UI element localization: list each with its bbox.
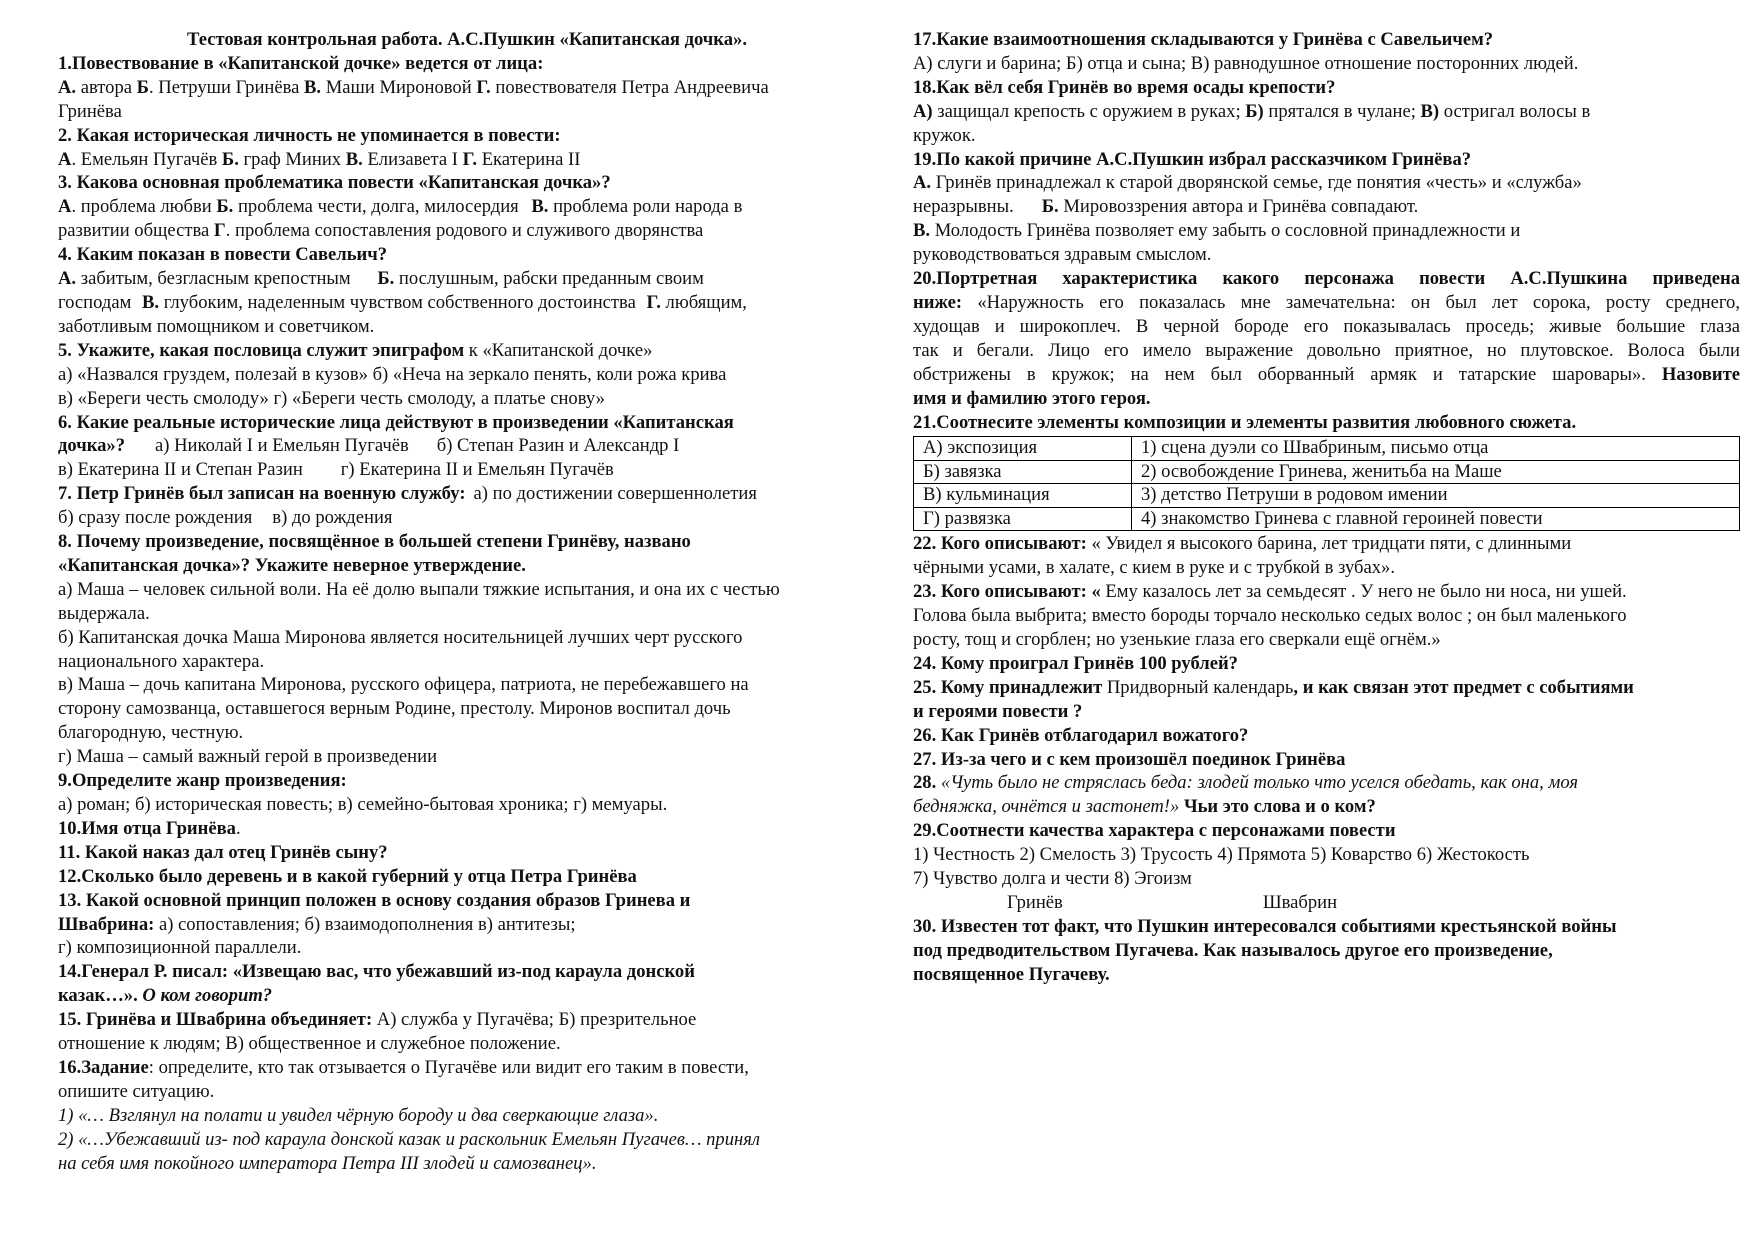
answers-17: А) слуги и барина; Б) отца и сына; В) равнодушное отношение посторонних людей. [913,52,1579,74]
answer-19b: неразрывны. Б. Мировоззрения автора и Гринёва совпадают. [913,196,1419,218]
answer-8d: г) Маша – самый важный герой в произведении [58,746,438,768]
question-8-cont: «Капитанская дочка»? Укажите неверное утверждение. [58,554,526,576]
question-13: 13. Какой основной принцип положен в основу создания образов Гринева и [58,889,691,911]
answer-8b-cont: национального характера. [58,650,265,672]
answer-19c-cont: руководствоваться здравым смыслом. [913,244,1212,266]
answers-5-cd: в) «Береги честь смолоду» г) «Береги честь смолоду, а платье снову» [58,387,605,409]
qualities-list-2: 7) Чувство долга и чести 8) Эгоизм [913,868,1192,890]
answer-8a-cont: выдержала. [58,602,150,624]
question-30-cont2: посвященное Пугачеву. [913,963,1110,985]
question-22: 22. Кого описывают: « Увидел я высокого барина, лет тридцати пяти, с длинными [913,533,1572,555]
table-row [914,484,1740,508]
question-7: 7. Петр Гринёв был записан на военную службу: а) по достижении совершеннолетия [58,483,757,505]
answers-3: А. проблема любви Б. проблема чести, долга, милосердия В. проблема роли народа в [58,196,743,218]
table-cell: 2) освобождение Гринева, женитьба на Маше [1132,460,1740,484]
quote-16-1: 1) «… Взглянул на полати и увидел чёрную бороду и два сверкающие глаза». [58,1104,659,1126]
header-grinev: Гринёв [1007,892,1063,913]
table-cell: 3) детство Петруши в родовом имении [1132,484,1740,508]
answers-18: А) защищал крепость с оружием в руках; Б) прятался в чулане; В) остригал волосы в [913,100,1591,122]
question-18: 18.Как вёл себя Гринёв во время осады крепости? [913,76,1336,98]
answer-19c: В. Молодость Гринёва позволяет ему забыть о сословной принадлежности и [913,220,1521,242]
question-26: 26. Как Гринёв отблагодарил вожатого? [913,724,1249,746]
question-4: 4. Каким показан в повести Савельич? [58,244,388,266]
answers-13-cont: г) композиционной параллели. [58,937,302,959]
answers-6-cd: в) Екатерина II и Степан Разин г) Екатерина II и Емельян Пугачёв [58,459,614,481]
answers-7: б) сразу после рождения в) до рождения [58,507,393,529]
table-cell: В) кульминация [914,484,1132,508]
question-14: 14.Генерал Р. писал: «Извещаю вас, что убежавший из-под караула донской [58,961,695,983]
question-16-cont: опишите ситуацию. [58,1080,215,1102]
quote-16-2: 2) «…Убежавший из- под караула донской казак и раскольник Емельян Пугачев… принял [58,1128,760,1150]
question-10: 10.Имя отца Гринёва. [58,817,241,839]
header-shvabrin: Швабрин [1262,892,1338,913]
answers-13: Швабрина: а) сопоставления; б) взаимодополнения в) антитезы; [58,913,576,935]
qualities-list-1: 1) Честность 2) Смелость 3) Трусость 4) Прямота 5) Коварство 6) Жестокость [913,844,1530,866]
character-headers [913,891,1740,915]
question-25-cont: и героями повести ? [913,700,1083,722]
answer-19a: А. Гринёв принадлежал к старой дворянской семье, где понятия «честь» и «служба» [913,172,1582,194]
answers-1: А. автора Б. Петруши Гринёва В. Маши Мироновой Г. повествователя Петра Андреевича [58,76,769,98]
answers-9: а) роман; б) историческая повесть; в) семейно-бытовая хроника; г) мемуары. [58,794,668,815]
question-9: 9.Определите жанр произведения: [58,770,347,792]
question-23-cont2: росту, тощ и сгорблен; но узенькие глаза его сверкали ещё огнём.» [913,629,1441,651]
quote-20-6: имя и фамилию этого героя. [913,387,1151,409]
quote-20-3: худощав и широкоплеч. В черной бороде его показывалась проседь; живые большие глаза [913,315,1740,337]
table-row [914,460,1740,484]
right-column [913,28,1740,987]
answers-2: А. Емельян Пугачёв Б. граф Миних В. Елизавета I Г. Екатерина II [58,148,581,170]
table-cell: 1) сцена дуэли со Швабриным, письмо отца [1132,437,1740,461]
question-28: 28. «Чуть было не стряслась беда: злодей только что уселся обедать, как она, моя [913,772,1579,794]
answer-8c-cont: сторону самозванца, оставшегося верным Родине, престолу. Миронов воспитал дочь [58,698,731,720]
quote-20-4: так и бегали. Лицо его имело выражение довольно приятное, но плутовское. Волоса были [913,339,1740,361]
question-23: 23. Кого описывают: « Ему казалось лет за семьдесят . У него не было ни носа, ни ушей. [913,581,1627,603]
question-16: 16.Задание: определите, кто так отзывается о Пугачёве или видит его таким в повести, [58,1056,749,1078]
answers-1-cont: Гринёва [58,100,122,122]
question-19: 19.По какой причине А.С.Пушкин избрал рассказчиком Гринёва? [913,148,1472,170]
question-29: 29.Соотнести качества характера с персонажами повести [913,820,1396,842]
table-cell: 4) знакомство Гринева с главной героиней повести [1132,507,1740,531]
answers-4-cont: господам В. глубоким, наделенным чувством собственного достоинства Г. любящим, [58,291,747,313]
answers-4: А. забитым, безгласным крепостным Б. послушным, рабски преданным своим [58,268,704,290]
question-21: 21.Соотнесите элементы композиции и элементы развития любовного сюжета. [913,411,1577,433]
composition-table [913,436,1740,531]
answers-4-cont2: заботливым помощником и советчиком. [58,315,375,337]
question-20-cont: ниже: «Наружность его показалась мне замечательна: он был лет сорока, росту среднего, [913,291,1740,313]
quote-20-5: обстрижены в кружок; на нем был оборванный армяк и татарские шаровары». Назовите [913,363,1740,385]
answer-8b: б) Капитанская дочка Маша Миронова является носительницей лучших черт русского [58,626,743,648]
answers-15-cont: отношение к людям; В) общественное и служебное положение. [58,1033,561,1055]
question-5: 5. Укажите, какая пословица служит эпиграфом к «Капитанской дочке» [58,339,653,361]
question-2: 2. Какая историческая личность не упоминается в повести: [58,124,561,146]
question-1: 1.Повествование в «Капитанской дочке» ведется от лица: [58,52,544,74]
answer-8c: в) Маша – дочь капитана Миронова, русского офицера, патриота, не перебежавшего на [58,674,749,696]
answers-18-cont: кружок. [913,124,976,146]
question-24: 24. Кому проиграл Гринёв 100 рублей? [913,652,1238,674]
question-11: 11. Какой наказ дал отец Гринёв сыну? [58,841,388,863]
answers-3-cont: развитии общества Г. проблема сопоставления родового и служивого дворянства [58,220,704,242]
question-25: 25. Кому принадлежит Придворный календарь, и как связан этот предмет с событиями [913,676,1634,698]
question-22-cont: чёрными усами, в халате, с кием в руке и с трубкой в зубах». [913,557,1395,579]
question-8: 8. Почему произведение, посвящённое в большей степени Гринёву, названо [58,531,691,553]
question-12: 12.Сколько было деревень и в какой губерний у отца Петра Гринёва [58,865,637,887]
question-27: 27. Из-за чего и с кем произошёл поединок Гринёва [913,748,1346,770]
question-14-cont: казак…». О ком говорит? [58,985,273,1007]
question-15: 15. Гринёва и Швабрина объединяет: А) служба у Пугачёва; Б) презрительное [58,1009,697,1031]
answer-8c-cont2: благородную, честную. [58,722,244,744]
table-cell: Б) завязка [914,460,1132,484]
question-23-cont: Голова была выбрита; вместо бороды торчало несколько седых волос ; он был маленького [913,605,1627,627]
question-6: 6. Какие реальные исторические лица действуют в произведении «Капитанская [58,411,734,433]
question-30-cont: под предводительством Пугачева. Как называлось другое его произведение, [913,939,1553,961]
quote-16-2-cont: на себя имя покойного императора Петра III злодей и самозванец». [58,1152,597,1174]
question-17: 17.Какие взаимоотношения складываются у Гринёва с Савельичем? [913,29,1494,50]
left-column [58,28,876,1176]
page-title: Тестовая контрольная работа. А.С.Пушкин «Капитанская дочка». [187,29,747,50]
question-30: 30. Известен тот факт, что Пушкин интересовался событиями крестьянской войны [913,915,1617,937]
table-row [914,507,1740,531]
question-20: 20.Портретная характеристика какого персонажа повести А.С.Пушкина приведена [913,268,1740,290]
answer-8a: а) Маша – человек сильной воли. На её долю выпали тяжкие испытания, и она их с честью [58,578,780,600]
question-28-cont: бедняжка, очнётся и застонет!» Чьи это слова и о ком? [913,796,1376,818]
answers-5-ab: а) «Назвался груздем, полезай в кузов» б) «Неча на зеркало пенять, коли рожа крива [58,363,727,385]
question-3: 3. Какова основная проблематика повести «Капитанская дочка»? [58,172,611,194]
table-cell: Г) развязка [914,507,1132,531]
answers-6-ab: дочка»? а) Николай I и Емельян Пугачёв б) Степан Разин и Александр I [58,435,680,457]
table-row [914,437,1740,461]
table-cell: А) экспозиция [914,437,1132,461]
